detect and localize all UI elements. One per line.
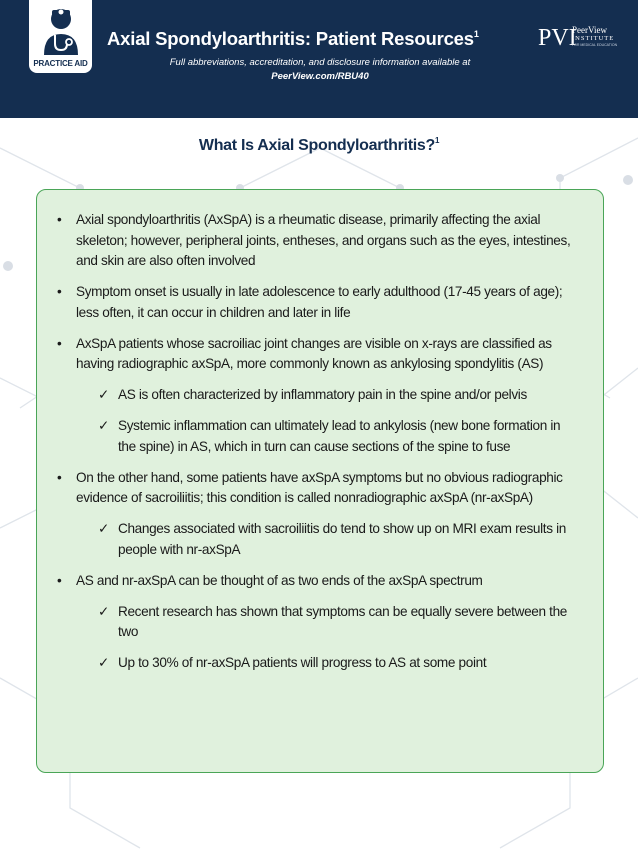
logo-institute: INSTITUTE [572,35,615,42]
list-item [36,282,604,323]
list-item-text: On the other hand, some patients have axSpA symptoms but no obvious radiographic evidence of sacroiliitis; this condition is called nonradiographic axSpA (nr-axSpA) [76,469,563,505]
disclosure-text: Full abbreviations, accreditation, and disclosure information available at [169,57,471,68]
section-title-reference: 1 [434,136,440,145]
list-item-text: AxSpA patients whose sacroiliac joint changes are visible on x-rays are classified as having radiographic axSpA, more commonly known as ankylosing spondylitis (AS) [76,335,552,371]
fact-list [36,210,604,684]
bullet-icon: • [57,572,62,588]
logo-tagline: FOR MEDICAL EDUCATION [572,43,618,47]
disclosure-note [110,56,530,84]
checkmark-icon: ✓ [98,655,110,670]
page-title-text: Axial Spondyloarthritis: Patient Resources [107,28,474,49]
sub-list-item-text: AS is often characterized by inflammatory pain in the spine and/or pelvis [118,387,527,402]
list-item-text: Symptom onset is usually in late adolescence to early adulthood (17-45 years of age); less often, it can occur in children and later in life [76,284,563,320]
bullet-icon: • [57,469,62,485]
title-reference: 1 [473,29,479,39]
checkmark-icon: ✓ [98,521,110,536]
section-title-text: What Is Axial Spondyloarthritis? [198,137,435,154]
sub-list-item [36,602,604,643]
list-item [36,210,604,272]
list-item-text: Axial spondyloarthritis (AxSpA) is a rheumatic disease, primarily affecting the axial skeleton; however, peripheral joints, entheses, and organs such as the eyes, intestines, and skin are also often involved [76,212,571,268]
page-title [107,28,479,50]
checkmark-icon: ✓ [98,387,110,402]
sub-list-item [36,416,604,457]
header-banner [0,0,638,118]
sub-list-item [36,385,604,406]
bullet-icon: • [57,284,62,299]
checkmark-icon: ✓ [98,603,110,619]
sub-list-item-text: Up to 30% of nr-axSpA patients will progress to AS at some point [118,655,487,670]
sub-list-item [36,519,604,560]
practice-aid-badge [29,0,92,73]
list-item [36,468,604,509]
bullet-icon: • [57,335,62,351]
list-item [36,334,604,375]
peerview-logo [538,25,618,51]
doctor-stethoscope-icon [41,6,81,56]
list-item-text: AS and nr-axSpA can be thought of as two ends of the axSpA spectrum [76,572,483,588]
section-title [0,136,638,155]
logo-name: PeerView [572,25,607,35]
list-item [36,571,604,592]
bullet-icon: • [57,212,62,227]
sub-list-item-text: Systemic inflammation can ultimately lead to ankylosis (new bone formation in the spine) in AS, which in turn can cause sections of the spine to fuse [118,418,561,454]
pvi-logo-mark: PVI [538,25,577,51]
sub-list-item [36,653,604,674]
sub-list-item-text: Recent research has shown that symptoms can be equally severe between the two [118,603,567,639]
checkmark-icon: ✓ [98,418,110,433]
peerview-link[interactable]: PeerView.com/RBU40 [271,71,369,82]
sub-list-item-text: Changes associated with sacroiliitis do tend to show up on MRI exam results in people with nr-axSpA [118,521,566,557]
badge-label: PRACTICE AID [33,59,88,68]
